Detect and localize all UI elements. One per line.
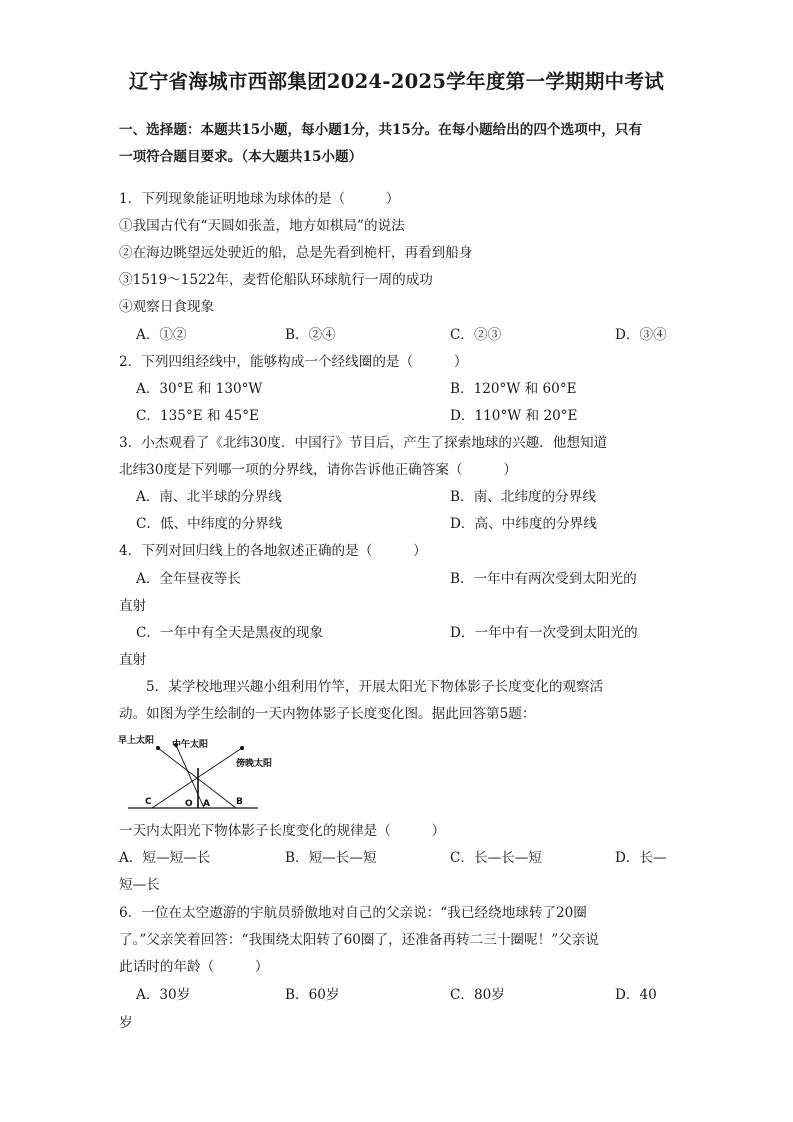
q2-option-a: A．30°E 和 130°W (136, 381, 263, 397)
q6-option-c: C．80岁 (450, 987, 505, 1003)
noon-sun-label: 中午太阳 (172, 740, 209, 750)
q1-stem: 1．下列现象能证明地球为球体的是（ ） (119, 191, 400, 207)
q1-option-a: A．①② (136, 327, 187, 343)
q3-stem-line2: 北纬30度是下列哪一项的分界线，请你告诉他正确答案（ ） (119, 462, 517, 478)
q1-statement-3: ③1519～1522年，麦哲伦船队环球航行一周的成功 (119, 272, 433, 288)
q4-option-b: B．一年中有两次受到太阳光的 (450, 571, 637, 587)
shadow-length-diagram (118, 732, 273, 812)
q2-stem: 2．下列四组经线中，能够构成一个经线圈的是（ ） (119, 354, 468, 370)
point-a-label: A (203, 799, 210, 809)
exam-title: 辽宁省海城市西部集团2024-2025学年度第一学期期中考试 (128, 70, 665, 93)
morning-sun-dot (156, 746, 160, 750)
q1-statement-2: ②在海边眺望远处驶近的船，总是先看到桅杆，再看到船身 (119, 245, 473, 261)
q5-option-c: C．长—长—短 (450, 850, 542, 866)
q4-option-d: D．一年中有一次受到太阳光的 (450, 625, 638, 641)
q5-option-a: A．短—短—长 (119, 850, 211, 866)
q5-option-d: D．长— (615, 850, 667, 866)
q5-intro-line1: 5．某学校地理兴趣小组利用竹竿，开展太阳光下物体影子长度变化的观察活 (146, 679, 604, 695)
q4-option-d-wrap: 直射 (119, 652, 147, 668)
q6-stem-line2: 了。”父亲笑着回答：“我围绕太阳转了60圈了，还准备再转二三十圈呢！”父亲说 (119, 932, 599, 948)
evening-ray (152, 748, 242, 808)
q6-option-d-wrap: 岁 (119, 1015, 133, 1031)
q1-option-b: B．②④ (285, 327, 336, 343)
q6-option-d: D．40 (615, 987, 657, 1003)
evening-sun-dot (240, 746, 244, 750)
q1-statement-1: ①我国古代有“天圆如张盖，地方如棋局”的说法 (119, 218, 405, 234)
q5-option-b: B．短—长—短 (285, 850, 377, 866)
point-b-label: B (236, 797, 243, 807)
q4-stem: 4．下列对回归线上的各地叙述正确的是（ ） (119, 543, 427, 559)
section-heading-line1: 一、选择题：本题共15小题，每小题1分，共15分。在每小题给出的四个选项中，只有 (119, 122, 643, 138)
q1-option-d: D．③④ (615, 327, 667, 343)
q6-option-b: B．60岁 (285, 987, 340, 1003)
q3-option-a: A．南、北半球的分界线 (136, 489, 282, 505)
q3-option-d: D．高、中纬度的分界线 (450, 516, 597, 532)
evening-sun-label: 傍晚太阳 (236, 759, 273, 769)
q4-option-c: C．一年中有全天是黑夜的现象 (136, 625, 324, 641)
q4-option-b-wrap: 直射 (119, 598, 147, 614)
q5-option-d-wrap: 短—长 (119, 877, 160, 893)
q5-stem: 一天内太阳光下物体影子长度变化的规律是（ ） (119, 823, 446, 839)
q3-stem-line1: 3．小杰观看了《北纬30度．中国行》节目后，产生了探索地球的兴趣．他想知道 (119, 435, 608, 451)
point-o-label: O (185, 799, 193, 809)
section-heading-line2: 一项符合题目要求。（本大题共15小题） (119, 149, 363, 165)
q1-option-c: C．②③ (450, 327, 502, 343)
q2-option-c: C．135°E 和 45°E (136, 408, 259, 424)
q1-statement-4: ④观察日食现象 (119, 299, 215, 315)
q6-stem-line1: 6．一位在太空遨游的宇航员骄傲地对自己的父亲说：“我已经绕地球转了20圈 (119, 905, 587, 921)
q3-option-c: C．低、中纬度的分界线 (136, 516, 283, 532)
q6-stem-line3: 此话时的年龄（ ） (119, 959, 269, 975)
q5-intro-line2: 动。如图为学生绘制的一天内物体影子长度变化图。据此回答第5题： (119, 706, 536, 722)
q4-option-a: A．全年昼夜等长 (136, 571, 241, 587)
morning-sun-label: 早上太阳 (118, 736, 155, 746)
q2-option-b: B．120°W 和 60°E (450, 381, 577, 397)
q3-option-b: B．南、北纬度的分界线 (450, 489, 596, 505)
q2-option-d: D．110°W 和 20°E (450, 408, 578, 424)
q6-option-a: A．30岁 (136, 987, 191, 1003)
point-c-label: C (145, 797, 152, 807)
